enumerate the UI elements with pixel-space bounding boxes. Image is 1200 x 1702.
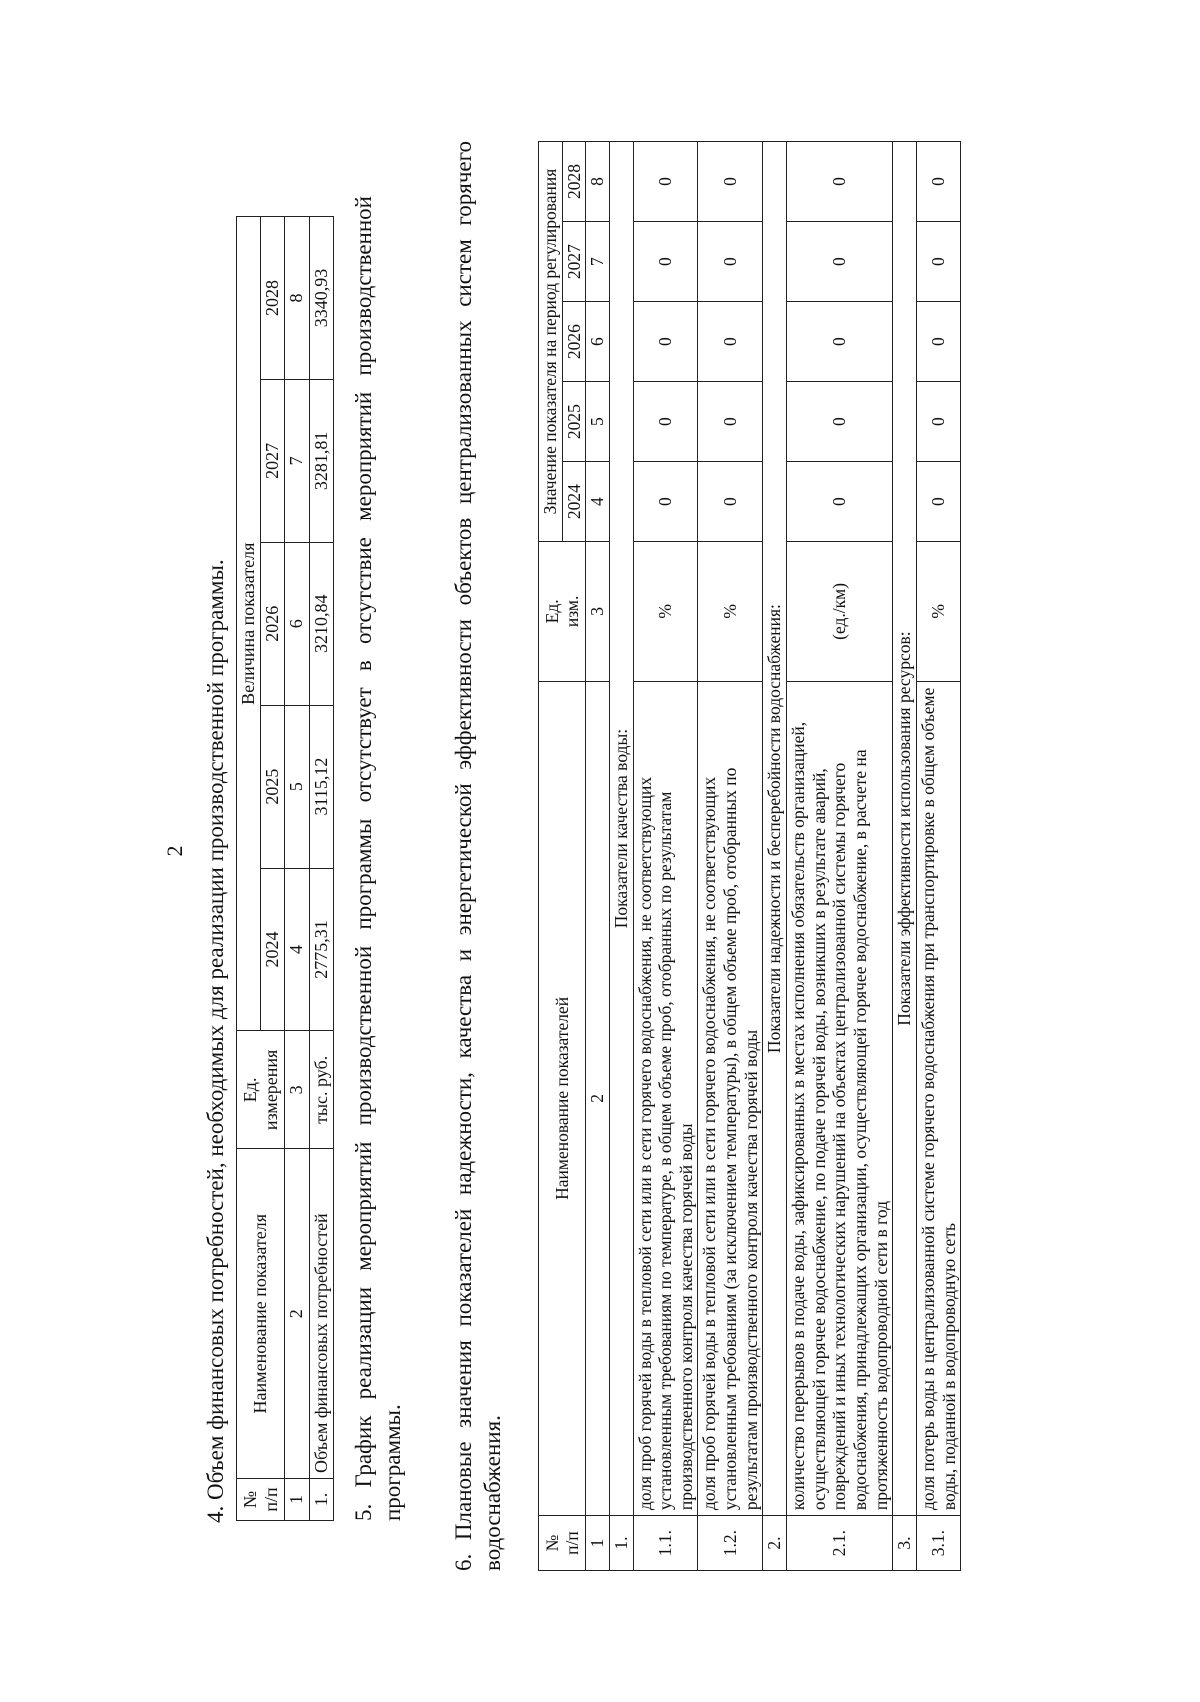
value-cell: 0 [633,142,698,222]
column-index: 3 [586,542,610,681]
value-cell: 0 [787,382,893,462]
row-number: 2.1. [787,1516,893,1571]
column-index: 5 [285,705,309,868]
column-index: 7 [285,379,309,542]
row-number: 2. [763,1516,787,1571]
year-header-2027: 2027 [562,222,586,302]
value-cell: 0 [698,382,763,462]
value-cell: 0 [916,142,960,222]
t4-header-name: Наименование показателя [237,1149,285,1479]
year-header-2024: 2024 [562,462,586,542]
value-cell: 0 [787,302,893,382]
column-index: 1 [285,1479,309,1521]
unit-cell: % [633,542,698,681]
column-index: 4 [285,868,309,1031]
column-index: 3 [285,1031,309,1149]
column-index: 7 [586,222,610,302]
table-cell: 3340,93 [309,217,333,380]
indicator-name: Объем финансовых потребностей [309,1149,333,1479]
table-cell: 1. [309,1479,333,1521]
t6-header-no: № п/п [539,1516,586,1571]
indicator-name: доля проб горячей воды в тепловой сети или в сети горячего водоснабжения, не соответствующих установленным требованиям по температуре, в общем объеме проб, отобранных по результатам производственного контроля качества горячей воды [633,681,698,1516]
t4-header-no: № п/п [237,1479,285,1521]
indicator-name: доля потерь воды в централизованной системе горячего водоснабжения при транспортировке в общем объеме воды, поданной в водопроводную сеть [916,681,960,1516]
group-row [893,142,917,1571]
t4-data-row [309,217,333,1521]
value-cell: 0 [787,222,893,302]
value-cell: 0 [916,222,960,302]
table-row [633,142,698,1571]
t4-index-row [285,217,309,1521]
row-number: 1. [609,1516,633,1571]
column-index: 2 [285,1149,309,1479]
year-header-2025: 2025 [562,382,586,462]
t6-index-row [586,142,610,1571]
group-label: Показатели эффективности использования ресурсов: [893,142,917,1516]
indicator-name: количество перерывов в подаче воды, зафиксированных в местах исполнения обязательств организацией, осуществляющей горячее водоснабжение, по подаче горячей воды, возникших в результате аварий, повреждений и иных технологических нарушений на объектах централизованной системы горячего водоснабжения, принадлежащих организации, осуществляющей горячее водоснабжение, в расчете на протяженность водопроводной сети в год [787,681,893,1516]
year-header-2028: 2028 [562,142,586,222]
indicators-table [538,141,961,1571]
year-header-2025: 2025 [261,705,285,868]
value-cell: 0 [787,462,893,542]
table-cell: 3115,12 [309,705,333,868]
year-header-2027: 2027 [261,379,285,542]
value-cell: 0 [633,302,698,382]
row-number: 3.1. [916,1516,960,1571]
table-cell: 2775,31 [309,868,333,1031]
table-cell: 3281,81 [309,379,333,542]
section-4-title: 4. Объем финансовых потребностей, необходимых для реализации производственной программы. [203,559,228,1523]
group-row [609,142,633,1571]
column-index: 8 [285,217,309,380]
value-cell: 0 [698,142,763,222]
value-cell: 0 [698,462,763,542]
t6-body [609,142,960,1571]
t6-header-value-group: Значение показателя на период регулирования [539,142,563,542]
t6-header-unit: Ед. изм. [539,542,586,681]
table-row [916,142,960,1571]
value-cell: 0 [633,382,698,462]
document-page [150,101,1050,1601]
row-number: 1.2. [698,1516,763,1571]
group-row [763,142,787,1571]
value-cell: 0 [916,462,960,542]
unit-cell: (ед./км) [787,542,893,681]
table-row [787,142,893,1571]
column-index: 5 [586,382,610,462]
table-row [698,142,763,1571]
table-cell: тыс. руб. [309,1031,333,1149]
t6-header-name: Наименование показателей [539,681,586,1516]
column-index: 6 [586,302,610,382]
page-number: 2 [162,845,187,857]
column-index: 4 [586,462,610,542]
value-cell: 0 [633,222,698,302]
group-label: Показатели качества воды: [609,142,633,1516]
year-header-2026: 2026 [562,302,586,382]
value-cell: 0 [787,142,893,222]
year-header-2026: 2026 [261,542,285,705]
value-cell: 0 [916,382,960,462]
unit-cell: % [916,542,960,681]
year-header-2028: 2028 [261,217,285,380]
value-cell: 0 [698,302,763,382]
year-header-2024: 2024 [261,868,285,1031]
table-cell: 3210,84 [309,542,333,705]
section-5-text: 5. График реализации мероприятий производственной программы отсутствует в отсутствие мероприятий производственной программы. [351,196,405,1521]
t4-header-value-group: Величина показателя [237,217,261,1031]
unit-cell: % [698,542,763,681]
t4-header-unit: Ед. измерения [237,1031,285,1149]
column-index: 1 [586,1516,610,1571]
value-cell: 0 [698,222,763,302]
row-number: 1.1. [633,1516,698,1571]
value-cell: 0 [916,302,960,382]
column-index: 8 [586,142,610,222]
section-6-title: 6. Плановые значения показателей надежности, качества и энергетической эффективности объектов централизованных систем горячего водоснабжения. [451,141,505,1571]
indicator-name: доля проб горячей воды в тепловой сети или в сети горячего водоснабжения, не соответствующих установленным требованиям (за исключением температуры), в общем объеме проб, отобранных по результатам производственного контроля качества горячей воды [698,681,763,1516]
value-cell: 0 [633,462,698,542]
column-index: 2 [586,681,610,1516]
financial-needs-table [236,216,334,1521]
group-label: Показатели надежности и бесперебойности водоснабжения: [763,142,787,1516]
column-index: 6 [285,542,309,705]
row-number: 3. [893,1516,917,1571]
